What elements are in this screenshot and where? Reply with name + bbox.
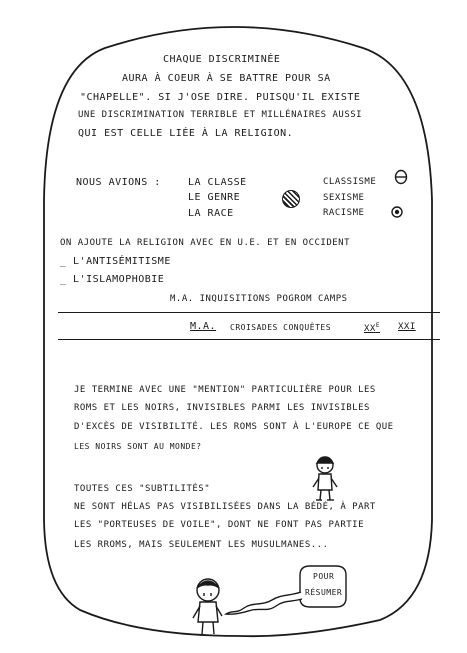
intro-line-1: CHAQUE DISCRIMINÉE xyxy=(163,54,281,65)
century-sup: E xyxy=(375,322,380,329)
timeline-century xyxy=(364,322,380,334)
subtilites-line-3: LES "PORTEUSES DE VOILE", DONT NE FONT PAS PARTIE xyxy=(74,520,365,530)
table-col2-item: RACISME xyxy=(323,208,365,218)
intro-line-2: AURA À COEUR À SE BATTRE POUR SA xyxy=(122,73,331,84)
mention-line-1: JE TERMINE AVEC UNE "MENTION" PARTICULIÈRE POUR LES xyxy=(74,385,376,395)
bubble-line-1: POUR xyxy=(313,572,335,581)
table-col1-item: LA RACE xyxy=(188,208,234,219)
table-lead: NOUS AVIONS : xyxy=(76,177,161,188)
table-col1-item: LE GENRE xyxy=(188,192,241,203)
hatched-circle xyxy=(282,190,300,208)
timeline-row-2-text: CROISADES CONQUÊTES xyxy=(230,323,332,332)
intro-line-3: "CHAPELLE". SI J'OSE DIRE. PUISQU'IL EXISTE xyxy=(80,92,361,103)
table-col2-item: CLASSISME xyxy=(323,177,377,187)
subtilites-line-4: LES RROMS, MAIS SEULEMENT LES MUSULMANES... xyxy=(74,540,329,550)
timeline-line-1 xyxy=(58,312,440,313)
bubble-line-2: RÉSUMER xyxy=(305,588,343,597)
addition-item: _ L'ANTISÉMITISME xyxy=(60,256,171,267)
timeline-row-1: M.A. INQUISITIONS POGROM CAMPS xyxy=(170,294,348,304)
circle-dot-symbol xyxy=(392,207,402,217)
mention-line-4: LES NOIRS SONT AU MONDE? xyxy=(74,442,202,451)
theta-symbol xyxy=(396,171,407,184)
addition-item: _ L'ISLAMOPHOBIE xyxy=(60,274,165,285)
timeline-line-2 xyxy=(58,339,440,340)
timeline-row-2-ma: M.A. xyxy=(190,321,217,332)
character-bottom-icon xyxy=(193,579,222,634)
table-col2-item: SEXISME xyxy=(323,193,365,203)
table-col1-item: LA CLASSE xyxy=(188,177,247,188)
mention-line-3: D'EXCÈS DE VISIBILITÉ. LES ROMS SONT À L'EUROPE CE QUE xyxy=(74,422,394,432)
mention-line-2: ROMS ET LES NOIRS, INVISIBLES PARMI LES INVISIBLES xyxy=(74,403,370,413)
intro-line-5: QUI EST CELLE LIÉE À LA RELIGION. xyxy=(78,128,294,139)
addition-line-1: ON AJOUTE LA RELIGION AVEC EN U.E. ET EN OCCIDENT xyxy=(60,238,351,248)
timeline-century-b: XXI xyxy=(398,322,416,332)
intro-line-4: UNE DISCRIMINATION TERRIBLE ET MILLÉNAIRES AUSSI xyxy=(78,110,363,120)
subtilites-line-2: NE SONT HÉLAS PAS VISIBILISÉES DANS LA BÉDÉ, À PART xyxy=(74,502,376,512)
century-xx: XX xyxy=(364,324,376,334)
character-right-icon xyxy=(313,457,337,500)
subtilites-line-1: TOUTES CES "SUBTILITÉS" xyxy=(74,484,211,494)
